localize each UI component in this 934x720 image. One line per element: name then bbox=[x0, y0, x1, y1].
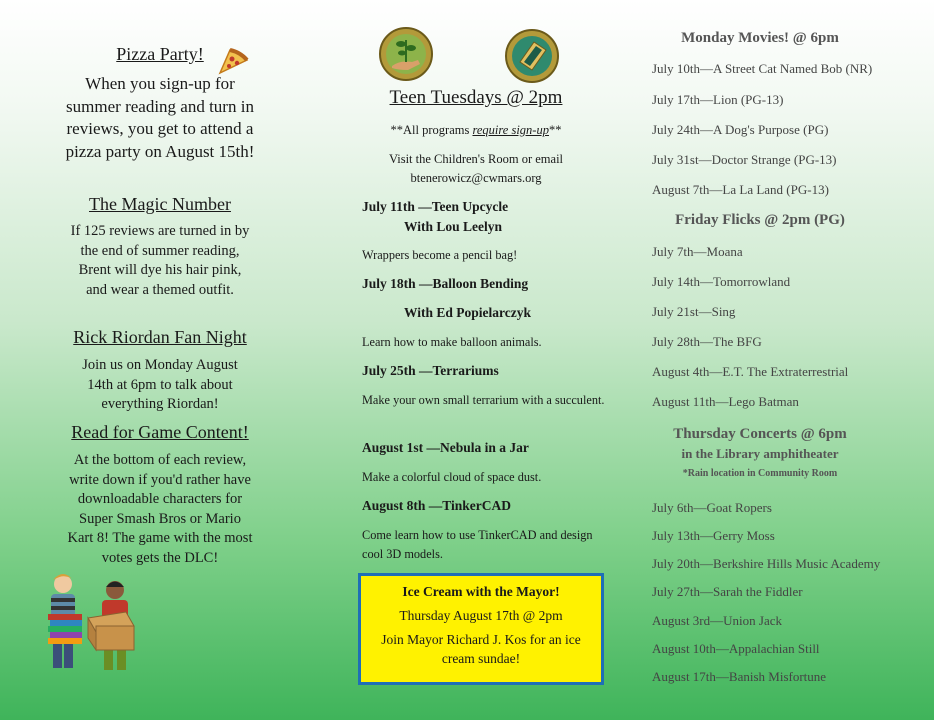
event-subtitle: With Lou Leelyn bbox=[404, 219, 503, 234]
event-desc: Make your own small terrarium with a succulent. bbox=[362, 393, 605, 407]
list-item: July 24th—A Dog's Purpose (PG) bbox=[652, 122, 829, 137]
event-title: August 1st —Nebula in a Jar bbox=[362, 440, 529, 455]
list-item: August 3rd—Union Jack bbox=[652, 613, 782, 628]
event-title: July 25th —Terrariums bbox=[362, 363, 499, 378]
event-desc: Make a colorful cloud of space dust. bbox=[362, 470, 542, 484]
game-content-text: At the bottom of each review, write down if you'd rather have downloadable characters for Super Smash Bros or Mario Kart 8! The game with the most votes gets the DLC! bbox=[67, 452, 253, 566]
concerts-subtitle: in the Library amphitheater bbox=[681, 446, 839, 461]
riordan-title: Rick Riordan Fan Night bbox=[73, 327, 247, 347]
rain-location-note: *Rain location in Community Room bbox=[682, 468, 838, 479]
list-item: July 20th—Berkshire Hills Music Academy bbox=[652, 556, 881, 571]
list-item: July 14th—Tomorrowland bbox=[652, 274, 791, 289]
list-item: July 10th—A Street Cat Named Bob (NR) bbox=[652, 61, 873, 76]
event-title: August 8th —TinkerCAD bbox=[362, 498, 512, 513]
contact-email: btenerowicz@cwmars.org bbox=[410, 171, 542, 185]
signup-note-link: require sign-up bbox=[472, 123, 549, 137]
list-item: July 28th—The BFG bbox=[652, 334, 762, 349]
mayor-date: Thursday August 17th @ 2pm bbox=[399, 608, 563, 623]
list-item: August 10th—Appalachian Still bbox=[652, 641, 820, 656]
pizza-slice-icon bbox=[216, 46, 250, 76]
monday-movies-title: Monday Movies! @ 6pm bbox=[681, 30, 839, 46]
list-item: July 27th—Sarah the Fiddler bbox=[652, 584, 803, 599]
event-desc: Learn how to make balloon animals. bbox=[362, 335, 542, 349]
friday-flicks-title: Friday Flicks @ 2pm (PG) bbox=[675, 212, 845, 228]
list-item: July 21st—Sing bbox=[652, 304, 736, 319]
signup-note-suffix: ** bbox=[548, 123, 562, 137]
riordan-text: Join us on Monday August 14th at 6pm to talk about everything Riordan! bbox=[82, 357, 238, 412]
list-item: August 7th—La La Land (PG-13) bbox=[652, 182, 829, 197]
list-item: July 7th—Moana bbox=[652, 244, 743, 259]
book-badge-icon bbox=[504, 28, 560, 84]
event-desc: Come learn how to use TinkerCAD and design cool 3D models. bbox=[362, 528, 593, 561]
signup-note-prefix: **All programs bbox=[390, 123, 473, 137]
pizza-party-text: When you sign-up for summer reading and turn in reviews, you get to attend a pizza party on August 15th! bbox=[65, 74, 255, 161]
event-title: July 18th —Balloon Bending bbox=[362, 276, 529, 291]
pizza-party-title: Pizza Party! bbox=[116, 44, 204, 64]
list-item: August 17th—Banish Misfortune bbox=[652, 669, 827, 684]
game-content-title: Read for Game Content! bbox=[71, 422, 249, 442]
signup-note bbox=[356, 121, 596, 140]
list-item: July 13th—Gerry Moss bbox=[652, 528, 775, 543]
list-item: August 4th—E.T. The Extraterrestrial bbox=[652, 364, 849, 379]
magic-number-text: If 125 reviews are turned in by the end of summer reading, Brent will dye his hair pink, and wear a themed outfit. bbox=[70, 223, 250, 298]
visit-line-1: Visit the Children's Room or email bbox=[388, 152, 564, 166]
event-desc: Wrappers become a pencil bag! bbox=[362, 248, 518, 262]
teens-carrying-books-illustration bbox=[38, 570, 148, 676]
mayor-callout-box bbox=[358, 573, 604, 685]
mayor-title: Ice Cream with the Mayor! bbox=[402, 584, 560, 599]
mayor-desc: Join Mayor Richard J. Kos for an ice cream sundae! bbox=[381, 632, 581, 666]
event-title: July 11th —Teen Upcycle bbox=[362, 199, 509, 214]
list-item: July 17th—Lion (PG-13) bbox=[652, 92, 784, 107]
plant-hand-badge-icon bbox=[378, 26, 434, 82]
list-item: July 31st—Doctor Strange (PG-13) bbox=[652, 152, 837, 167]
list-item: July 6th—Goat Ropers bbox=[652, 500, 772, 515]
magic-number-title: The Magic Number bbox=[89, 194, 231, 214]
event-subtitle: With Ed Popielarczyk bbox=[404, 305, 532, 320]
teen-tuesdays-title: Teen Tuesdays @ 2pm bbox=[389, 87, 563, 108]
thursday-concerts-title: Thursday Concerts @ 6pm bbox=[673, 426, 847, 442]
list-item: August 11th—Lego Batman bbox=[652, 394, 799, 409]
